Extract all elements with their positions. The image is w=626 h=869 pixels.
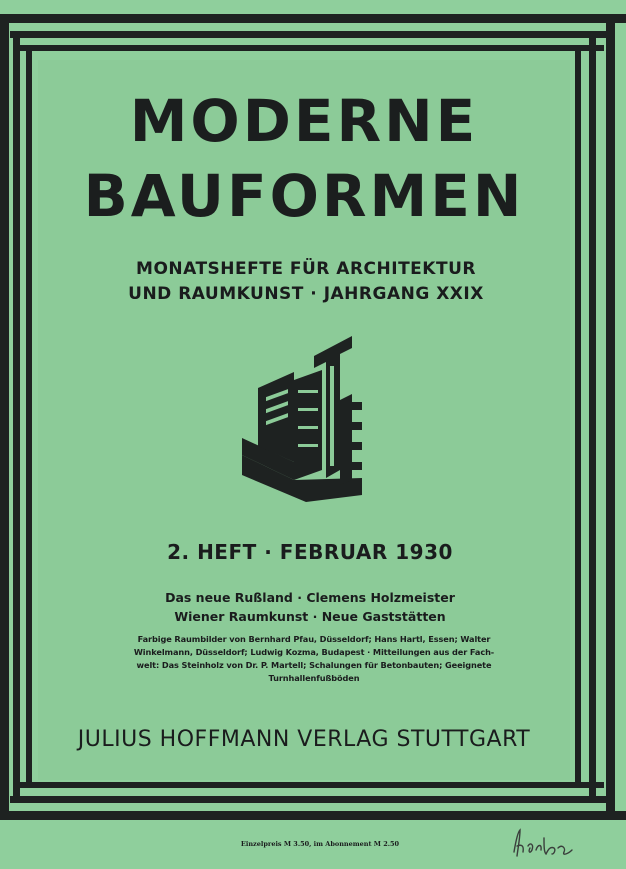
frame-bar-bottom-2 [10,796,613,803]
building-logo-icon [236,330,376,510]
frame-bar-right-1 [575,45,581,788]
cover-title-line1: MODERNE [129,87,479,155]
topics-line2: Wiener Raumkunst · Neue Gaststätten [174,609,446,624]
frame-bar-bottom-1 [20,782,604,788]
frame-bar-left-2 [13,31,20,803]
frame-bar-right-3 [606,14,615,820]
frame-bar-left-3 [26,45,32,788]
cover-subtitle-line1: MONATSHEFTE FÜR ARCHITEKTUR [136,259,476,279]
frame-bar-top-1 [0,14,626,23]
contents-line4: Turnhallenfußböden [268,673,360,683]
publisher-line: JULIUS HOFFMANN VERLAG STUTTGART [77,727,531,752]
frame-bar-left-1 [0,14,9,820]
topics-line1: Das neue Rußland · Clemens Holzmeister [165,590,455,605]
cover-title-line2: BAUFORMEN [83,162,525,230]
frame-bar-bottom-3 [0,811,626,820]
price-note: Einzelpreis M 3.50, im Abonnement M 2.50 [240,840,400,848]
frame-bar-top-2 [10,31,613,38]
issue-line: 2. HEFT · FEBRUAR 1930 [167,540,453,564]
frame-bar-top-3 [20,45,604,51]
contents-list [108,633,520,685]
contents-line1: Farbige Raumbilder von Bernhard Pfau, Düsseldorf; Hans Hartl, Essen; Walter [137,634,491,644]
contents-line3: welt: Das Steinholz von Dr. P. Martell; Schalungen für Betonbauten; Geeignete [136,660,492,670]
frame-bar-right-2 [589,31,596,803]
contents-line2: Winkelmann, Düsseldorf; Ludwig Kozma, Budapest · Mitteilungen aus der Fach- [133,647,495,657]
cover-subtitle-line2: UND RAUMKUNST · JAHRGANG XXIX [128,284,484,304]
handwritten-signature-icon [508,826,578,860]
